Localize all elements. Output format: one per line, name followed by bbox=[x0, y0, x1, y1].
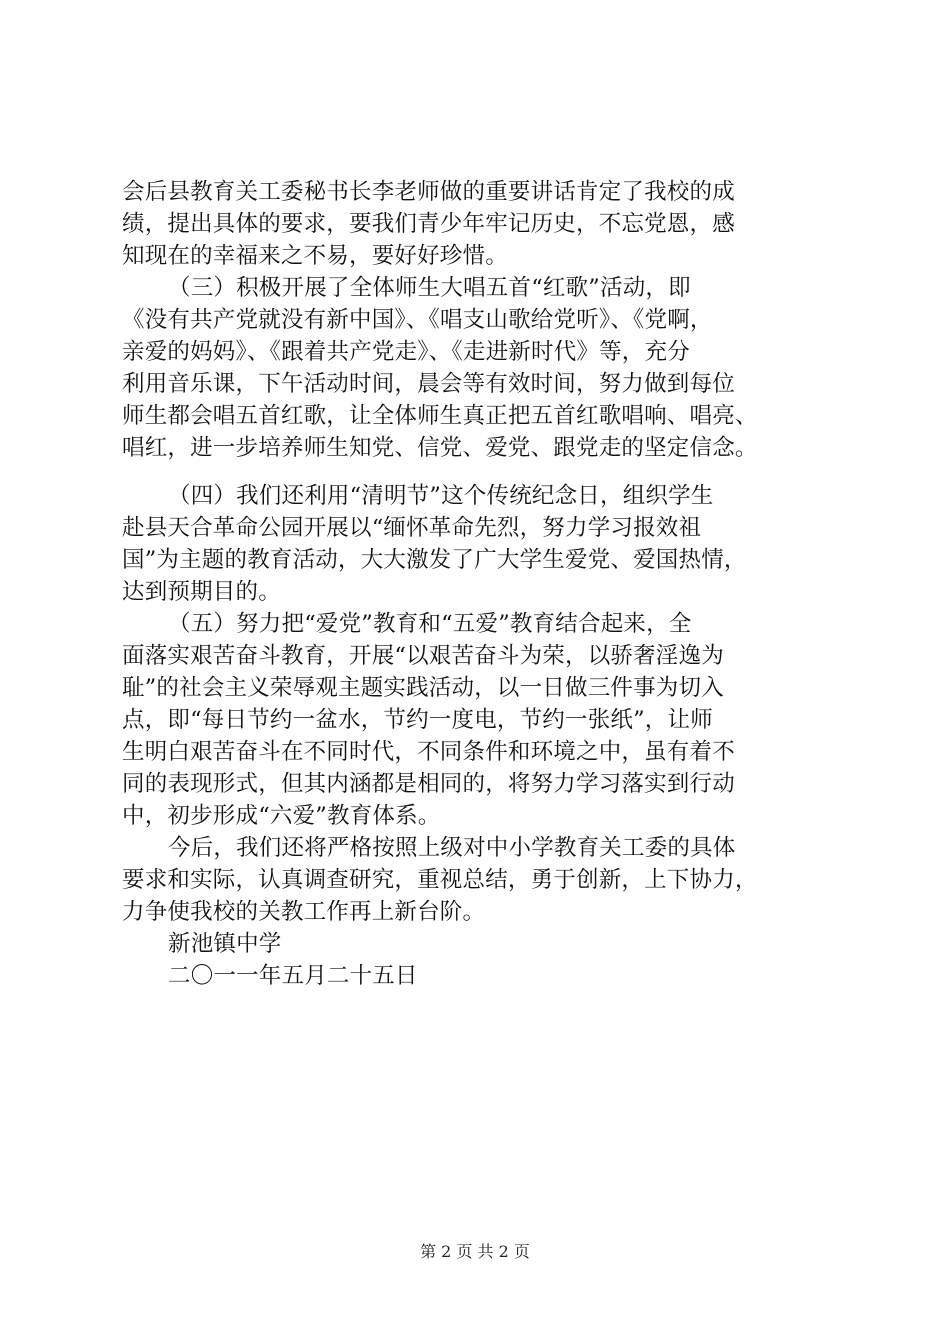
text-line: 《没有共产党就没有新中国》、《唱支山歌给党听》、《党啊， bbox=[122, 307, 713, 333]
text-line: 力争使我校的关教工作再上新台阶。 bbox=[122, 899, 486, 925]
text-line: 要求和实际，认真调查研究，重视总结，勇于创新，上下协力， bbox=[122, 867, 758, 893]
signature-school: 新池镇中学 bbox=[168, 931, 282, 957]
text-line: 会后县教育关工委秘书长李老师做的重要讲话肯定了我校的成 bbox=[122, 179, 735, 205]
text-line: 今后，我们还将严格按照上级对中小学教育关工委的具体 bbox=[168, 835, 736, 861]
text-line: 同的表现形式，但其内涵都是相同的，将努力学习落实到行动 bbox=[122, 771, 735, 797]
page-number-footer: 第 2 页 共 2 页 bbox=[420, 1242, 530, 1261]
text-line: 利用音乐课，下午活动时间，晨会等有效时间，努力做到每位 bbox=[122, 371, 735, 397]
text-line: 赴县天合革命公园开展以“缅怀革命先烈，努力学习报效祖 bbox=[122, 515, 702, 541]
text-line: （五）努力把“爱党”教育和“五爱”教育结合起来，全 bbox=[168, 611, 692, 637]
text-line: 亲爱的妈妈》、《跟着共产党走》、《走进新时代》等，充分 bbox=[122, 339, 690, 365]
text-line: （四）我们还利用“清明节”这个传统纪念日，组织学生 bbox=[168, 483, 714, 509]
text-line: 国”为主题的教育活动，大大激发了广大学生爱党、爱国热情， bbox=[122, 547, 747, 573]
text-line: 知现在的幸福来之不易，要好好珍惜。 bbox=[122, 243, 508, 269]
text-line: 耻”的社会主义荣辱观主题实践活动，以一日做三件事为切入 bbox=[122, 675, 724, 701]
text-line: 师生都会唱五首红歌，让全体师生真正把五首红歌唱响、唱亮、 bbox=[122, 403, 758, 429]
text-line: 生明白艰苦奋斗在不同时代，不同条件和环境之中，虽有着不 bbox=[122, 739, 735, 765]
text-line: 唱红，进一步培养师生知党、信党、爱党、跟党走的坚定信念。 bbox=[122, 435, 758, 461]
text-line: 达到预期目的。 bbox=[122, 579, 281, 605]
text-line: 中，初步形成“六爱”教育体系。 bbox=[122, 803, 441, 829]
signature-date: 二〇一一年五月二十五日 bbox=[168, 963, 418, 989]
text-line: 点，即“每日节约一盆水，节约一度电，节约一张纸”，让师 bbox=[122, 707, 713, 733]
text-line: （三）积极开展了全体师生大唱五首“红歌”活动，即 bbox=[168, 275, 691, 301]
text-line: 绩，提出具体的要求，要我们青少年牢记历史，不忘党恩，感 bbox=[122, 211, 735, 237]
text-line: 面落实艰苦奋斗教育，开展“以艰苦奋斗为荣，以骄奢淫逸为 bbox=[122, 643, 724, 669]
